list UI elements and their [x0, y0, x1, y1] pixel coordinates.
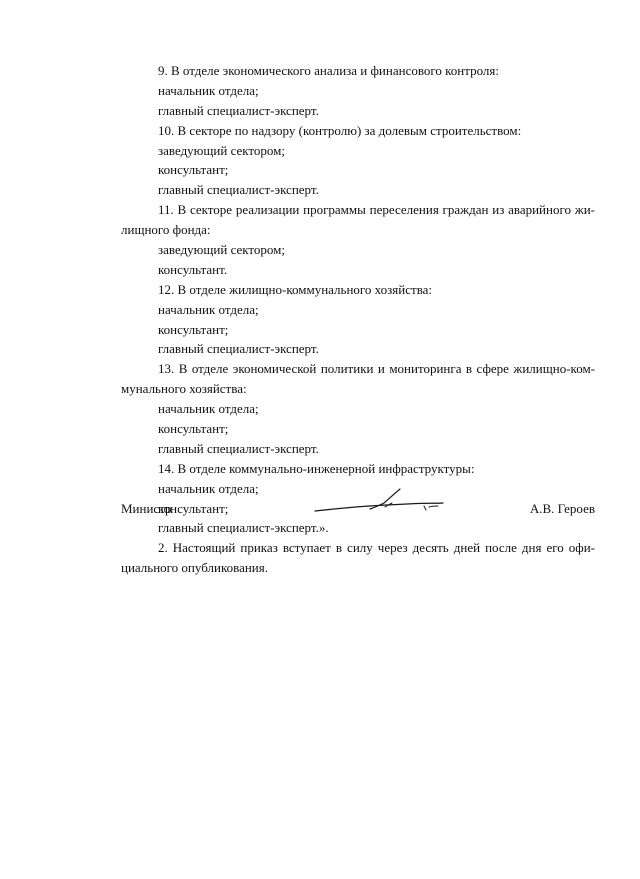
section-12-heading: 12. В отделе жилищно-коммунального хозяйства:: [158, 281, 433, 297]
list-item: консультант;: [158, 421, 229, 437]
list-item: консультант.: [158, 261, 228, 277]
list-item: консультант;: [158, 321, 229, 337]
handwritten-signature: [312, 486, 446, 516]
list-item: заведующий сектором;: [158, 142, 286, 158]
list-item: заведующий сектором;: [158, 242, 286, 258]
signatory-position: Министр: [121, 501, 172, 516]
list-item: начальник отдела;: [158, 301, 259, 317]
clause-2-text-continued: циального опубликования.: [121, 560, 268, 576]
section-11-heading-continued: лищного фонда:: [121, 222, 211, 238]
list-item: главный специалист-эксперт.: [158, 440, 319, 456]
list-item: главный специалист-эксперт.: [158, 102, 319, 118]
section-13-heading-continued: мунального хозяйства:: [121, 381, 247, 397]
list-item: консультант;: [158, 162, 229, 178]
signatory-name: А.В. Героев: [529, 501, 595, 516]
section-13-heading: 13. В отделе экономической политики и мониторинга в сфере жилищно-ком-: [158, 361, 595, 377]
clause-2-text: 2. Настоящий приказ вступает в силу через десять дней после дня его офи-: [158, 540, 595, 556]
list-item: начальник отдела;: [158, 480, 259, 496]
list-item: главный специалист-эксперт.: [158, 182, 319, 198]
section-11-heading: 11. В секторе реализации программы переселения граждан из аварийного жи-: [158, 202, 595, 218]
list-item: главный специалист-эксперт.: [158, 341, 319, 357]
section-9-heading: 9. В отделе экономического анализа и финансового контроля:: [158, 63, 500, 78]
section-10-heading: 10. В секторе по надзору (контролю) за долевым строительством:: [158, 122, 522, 138]
list-item: начальник отдела;: [158, 82, 259, 98]
list-item: главный специалист-эксперт.».: [158, 520, 329, 536]
list-item: начальник отдела;: [158, 401, 259, 417]
list-item: консультант;: [158, 500, 229, 516]
section-14-heading: 14. В отделе коммунально-инженерной инфраструктуры:: [158, 460, 475, 476]
